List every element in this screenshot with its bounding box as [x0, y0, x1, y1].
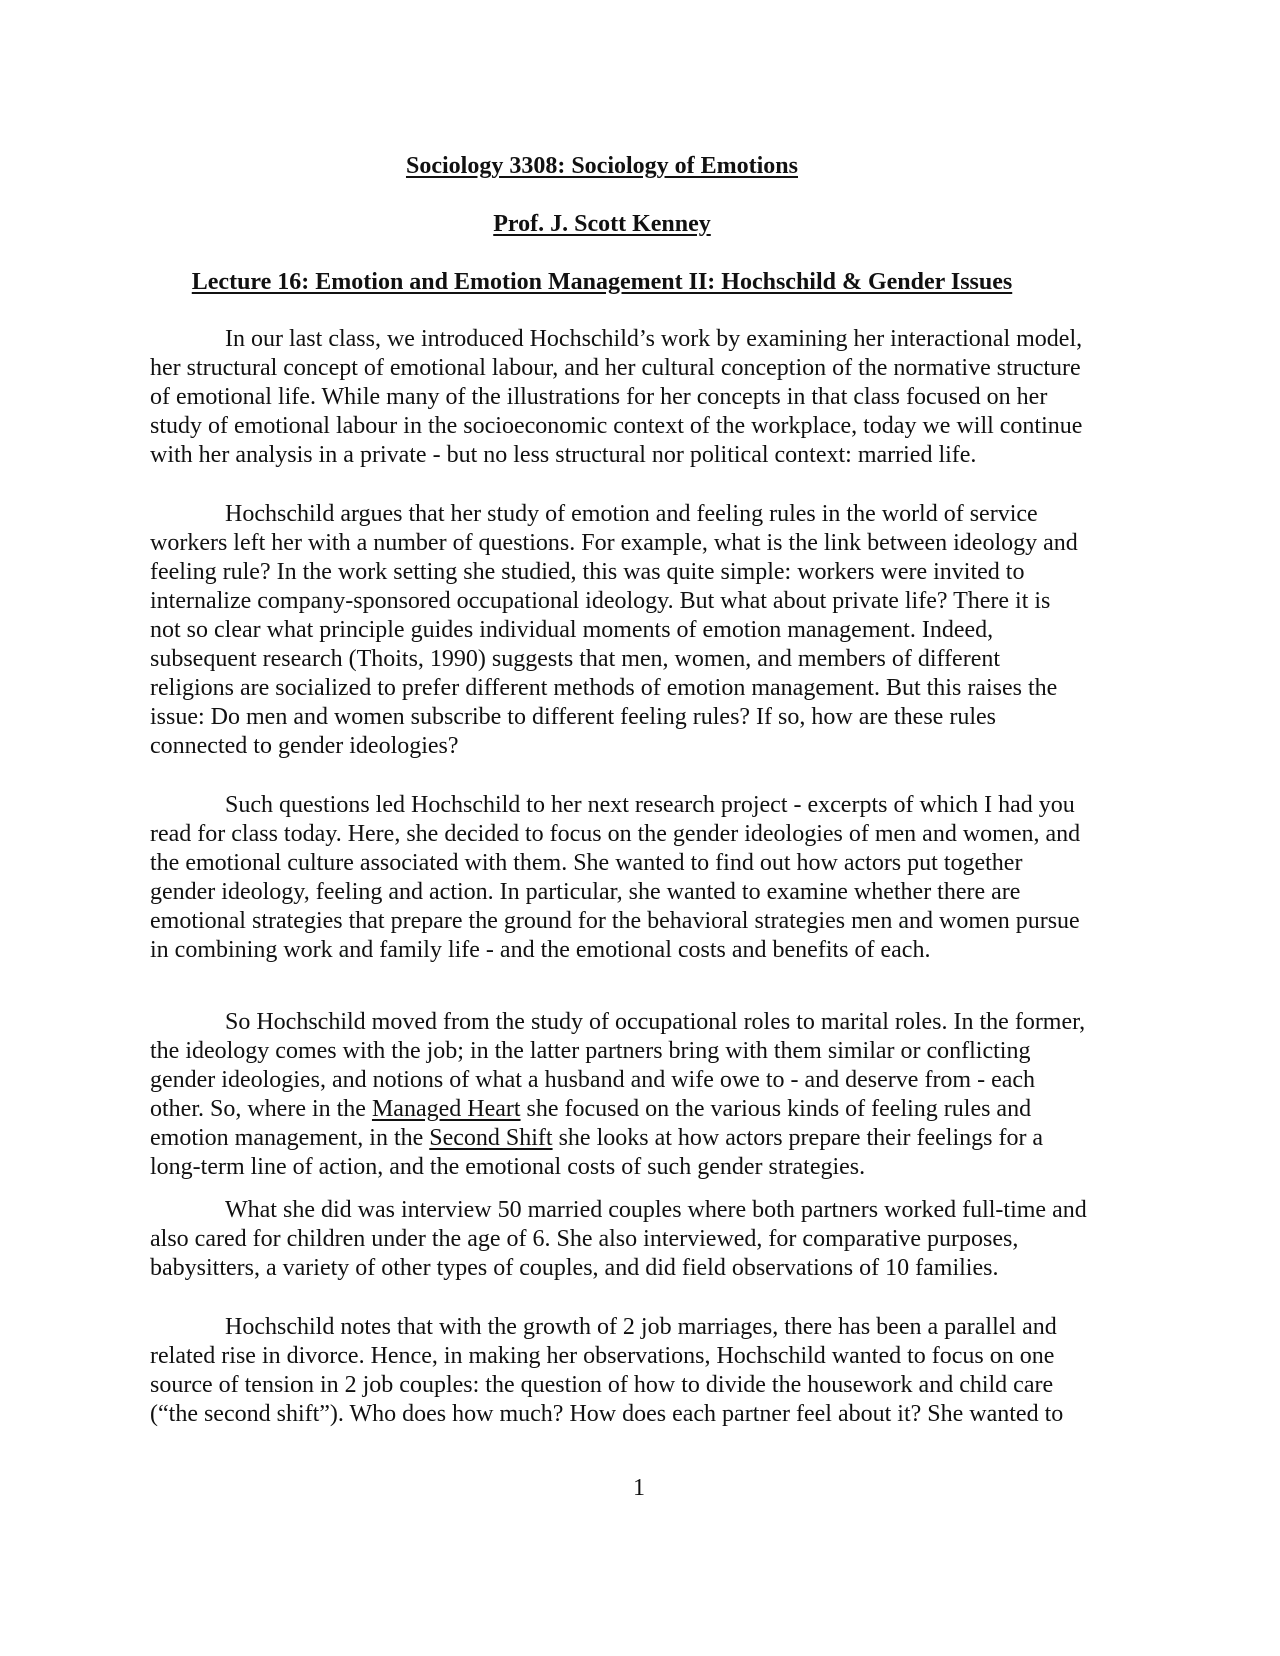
text-line: In our last class, we introduced Hochschild’s work by examining her interactional model, — [225, 326, 1083, 352]
text-line: study of emotional labour in the socioeconomic context of the workplace, today we will continue — [150, 413, 1083, 439]
text-line: religions are socialized to prefer different methods of emotion management. But this raises the — [150, 675, 1058, 701]
text-segment: she focused on the various kinds of feeling rules and — [520, 1096, 1032, 1122]
text-line: subsequent research (Thoits, 1990) suggests that men, women, and members of different — [150, 646, 1001, 672]
course-title: Sociology 3308: Sociology of Emotions — [405, 153, 798, 179]
text-line: related rise in divorce. Hence, in making her observations, Hochschild wanted to focus on one — [150, 1343, 1055, 1369]
book-title-managed-heart: Managed Heart — [371, 1096, 521, 1122]
text-line: source of tension in 2 job couples: the question of how to divide the housework and child care — [150, 1372, 1054, 1398]
text-segment: emotion management, in the — [150, 1125, 430, 1151]
text-line: emotional strategies that prepare the ground for the behavioral strategies men and women pursue — [150, 908, 1080, 934]
text-line: workers left her with a number of questions. For example, what is the link between ideology and — [150, 530, 1078, 556]
text-line: (“the second shift”). Who does how much? How does each partner feel about it? She wanted to — [150, 1401, 1064, 1427]
text-line: Such questions led Hochschild to her next research project - excerpts of which I had you — [225, 792, 1075, 818]
paragraph-1 — [150, 325, 1130, 470]
text-line — [150, 1095, 1130, 1124]
text-line: gender ideology, feeling and action. In particular, she wanted to examine whether there are — [150, 879, 1021, 905]
text-line: of emotional life. While many of the illustrations for her concepts in that class focused on her — [150, 384, 1048, 410]
text-line: babysitters, a variety of other types of couples, and did field observations of 10 families. — [150, 1255, 999, 1281]
text-line: read for class today. Here, she decided to focus on the gender ideologies of men and women, and — [150, 821, 1081, 847]
text-line: also cared for children under the age of 6. She also interviewed, for comparative purposes, — [150, 1226, 1019, 1252]
text-line: connected to gender ideologies? — [150, 733, 459, 759]
paragraph-5 — [150, 1196, 1130, 1283]
lecture-title: Lecture 16: Emotion and Emotion Management II: Hochschild & Gender Issues — [191, 269, 1013, 295]
text-line: internalize company-sponsored occupational ideology. But what about private life? There it is — [150, 588, 1051, 614]
text-line: the ideology comes with the job; in the latter partners bring with them similar or conflicting — [150, 1038, 1031, 1064]
text-line: her structural concept of emotional labour, and her cultural conception of the normative structure — [150, 355, 1081, 381]
text-line: not so clear what principle guides individual moments of emotion management. Indeed, — [150, 617, 994, 643]
book-title-second-shift: Second Shift — [429, 1125, 553, 1151]
paragraph-6 — [150, 1313, 1130, 1429]
paragraph-2 — [150, 500, 1130, 761]
text-line: So Hochschild moved from the study of occupational roles to marital roles. In the former, — [225, 1009, 1086, 1035]
text-line: feeling rule? In the work setting she studied, this was quite simple: workers were invited to — [150, 559, 1025, 585]
professor-name: Prof. J. Scott Kenney — [493, 211, 711, 237]
page-number: 1 — [633, 1475, 645, 1501]
text-line: with her analysis in a private - but no less structural nor political context: married life. — [150, 442, 977, 468]
text-line: What she did was interview 50 married couples where both partners worked full-time and — [225, 1197, 1087, 1223]
text-line: Hochschild notes that with the growth of 2 job marriages, there has been a parallel and — [225, 1314, 1057, 1340]
paragraph-4 — [150, 1008, 1130, 1182]
text-line: in combining work and family life - and the emotional costs and benefits of each. — [150, 937, 931, 963]
text-line: the emotional culture associated with them. She wanted to find out how actors put together — [150, 850, 1023, 876]
text-segment: other. So, where in the — [150, 1096, 372, 1122]
text-line: issue: Do men and women subscribe to different feeling rules? If so, how are these rules — [150, 704, 996, 730]
text-line — [150, 1124, 1130, 1153]
paragraph-3 — [150, 791, 1130, 965]
text-segment: she looks at how actors prepare their feelings for a — [552, 1125, 1044, 1151]
text-line: Hochschild argues that her study of emotion and feeling rules in the world of service — [225, 501, 1038, 527]
text-line: gender ideologies, and notions of what a husband and wife owe to - and deserve from - each — [150, 1067, 1036, 1093]
text-line: long-term line of action, and the emotional costs of such gender strategies. — [150, 1154, 866, 1180]
